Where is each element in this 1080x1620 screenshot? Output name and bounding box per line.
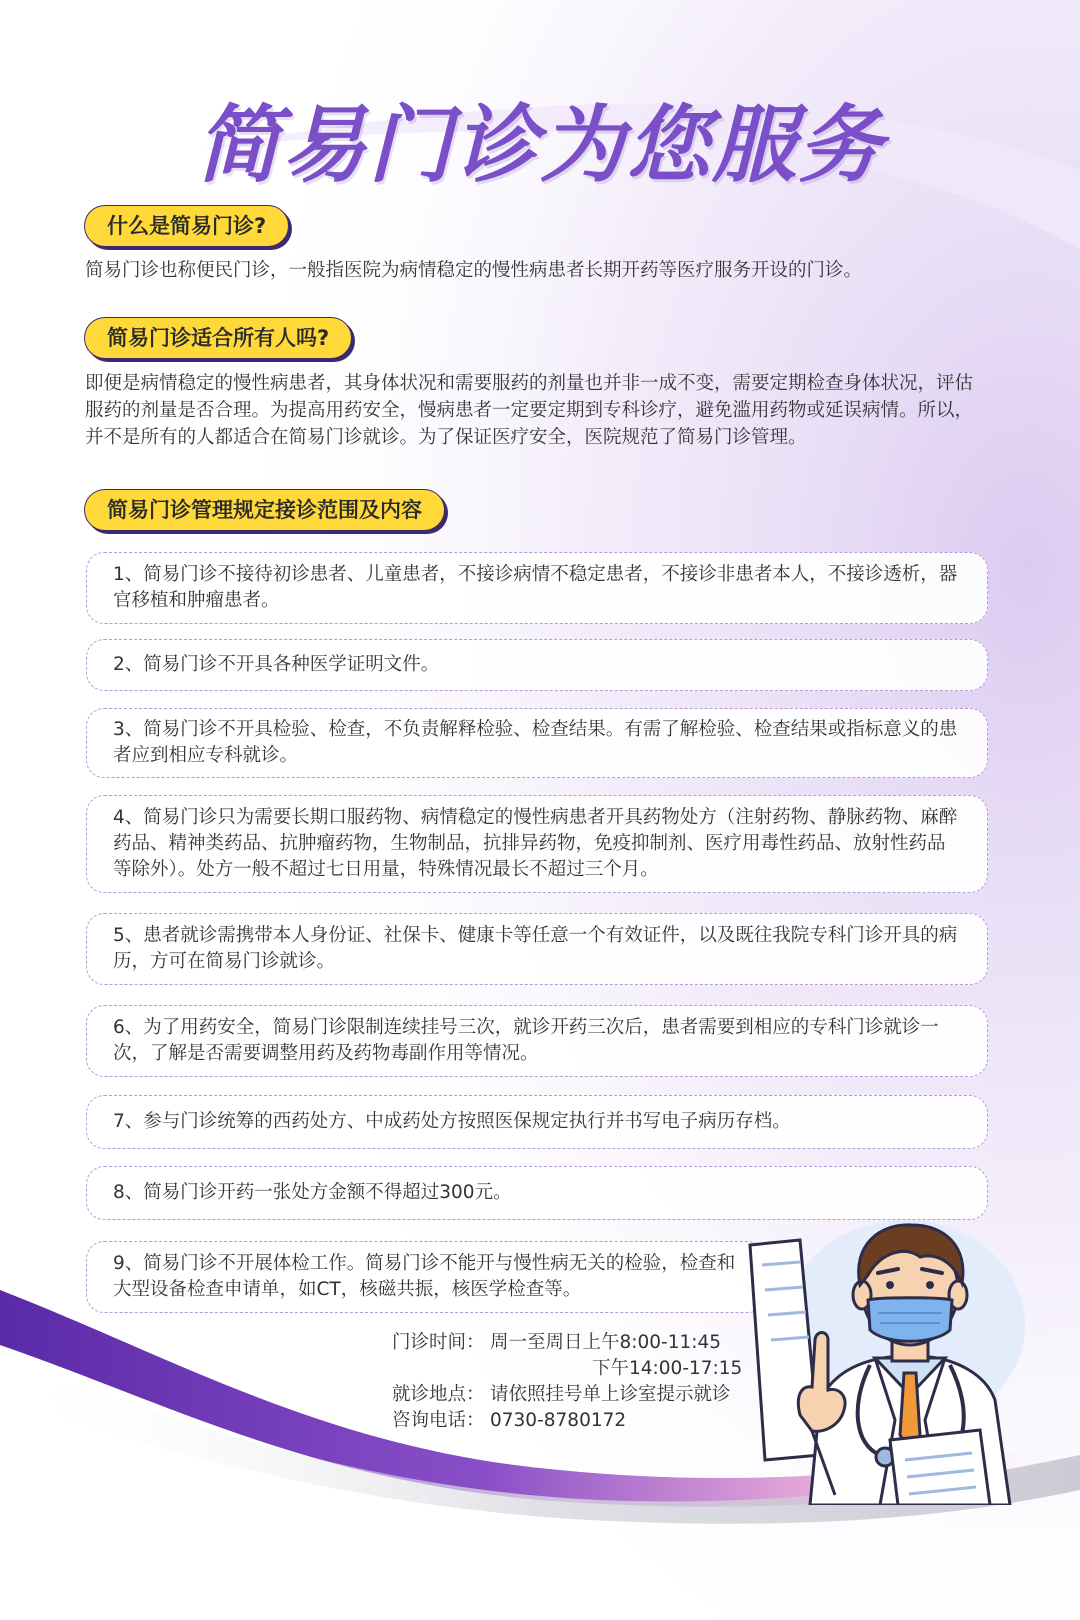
rule-item-5 — [86, 913, 988, 985]
hours-row — [392, 1330, 742, 1356]
rule-item-6 — [86, 1005, 988, 1077]
rule-text: 1、简易门诊不接待初诊患者、儿童患者，不接诊病情不稳定患者，不接诊非患者本人，不接诊透析，器官移植和肿瘤患者。 — [113, 564, 958, 611]
hours-afternoon-row — [392, 1356, 742, 1382]
hours-morning: 周一至周日上午8:00-11:45 — [490, 1332, 722, 1353]
phone-value: 0730-8780172 — [490, 1410, 627, 1431]
section-body-what-is: 简易门诊也称便民门诊，一般指医院为病情稳定的慢性病患者长期开药等医疗服务开设的门诊。 — [85, 260, 863, 281]
section-body-suitable: 即便是病情稳定的慢性病患者，其身体状况和需要服药的剂量也并非一成不变，需要定期检查身体状况，评估服药的剂量是否合理。为提高用药安全，慢病患者一定要定期到专科诊疗，避免滥用药物或延误病情。所以，并不是所有的人都适合在简易门诊就诊。为了保证医疗安全，医院规范了简易门诊管理。 — [85, 373, 974, 448]
rule-text: 3、简易门诊不开具检验、检查，不负责解释检验、检查结果。有需了解检验、检查结果或指标意义的患者应到相应专科就诊。 — [113, 719, 958, 766]
hours-label: 门诊时间： — [392, 1332, 485, 1353]
phone-label: 咨询电话： — [392, 1410, 485, 1431]
location-label: 就诊地点： — [392, 1384, 485, 1405]
section-heading-suitable: 简易门诊适合所有人吗? — [84, 317, 352, 359]
rule-item-2 — [86, 639, 988, 691]
rule-text: 2、简易门诊不开具各种医学证明文件。 — [113, 654, 440, 675]
section-heading-what-is: 什么是简易门诊? — [84, 205, 289, 247]
hours-afternoon: 下午14:00-17:15 — [592, 1358, 743, 1379]
rule-item-1 — [86, 552, 988, 624]
rule-item-9 — [86, 1241, 766, 1313]
rule-item-4 — [86, 795, 988, 893]
section-heading-rules: 简易门诊管理规定接诊范围及内容 — [84, 489, 445, 531]
location-value: 请依照挂号单上诊室提示就诊 — [490, 1384, 731, 1405]
rule-text: 8、简易门诊开药一张处方金额不得超过300元。 — [113, 1182, 512, 1203]
rule-item-3 — [86, 708, 988, 778]
phone-row — [392, 1408, 742, 1434]
rule-text: 7、参与门诊统筹的西药处方、中成药处方按照医保规定执行并书写电子病历存档。 — [113, 1111, 791, 1132]
rule-text: 9、简易门诊不开展体检工作。简易门诊不能开与慢性病无关的检验，检查和大型设备检查申请单，如CT，核磁共振，核医学检查等。 — [113, 1253, 736, 1300]
location-row — [392, 1382, 742, 1408]
page-title: 简易门诊为您服务 — [195, 96, 884, 194]
clinic-info — [392, 1330, 742, 1434]
rule-text: 5、患者就诊需携带本人身份证、社保卡、健康卡等任意一个有效证件，以及既往我院专科门诊开具的病历，方可在简易门诊就诊。 — [113, 925, 958, 972]
rule-text: 6、为了用药安全，简易门诊限制连续挂号三次，就诊开药三次后，患者需要到相应的专科门诊就诊一次，了解是否需要调整用药及药物毒副作用等情况。 — [113, 1017, 939, 1064]
doctor-with-mask-icon — [740, 1205, 1030, 1505]
rule-text: 4、简易门诊只为需要长期口服药物、病情稳定的慢性病患者开具药物处方（注射药物、静脉药物、麻醉药品、精神类药品、抗肿瘤药物，生物制品，抗排异药物，免疫抑制剂、医疗用毒性药品、放射性药品等除外）。处方一般不超过七日用量，特殊情况最长不超过三个月。 — [113, 807, 958, 880]
rule-item-7 — [86, 1095, 988, 1149]
